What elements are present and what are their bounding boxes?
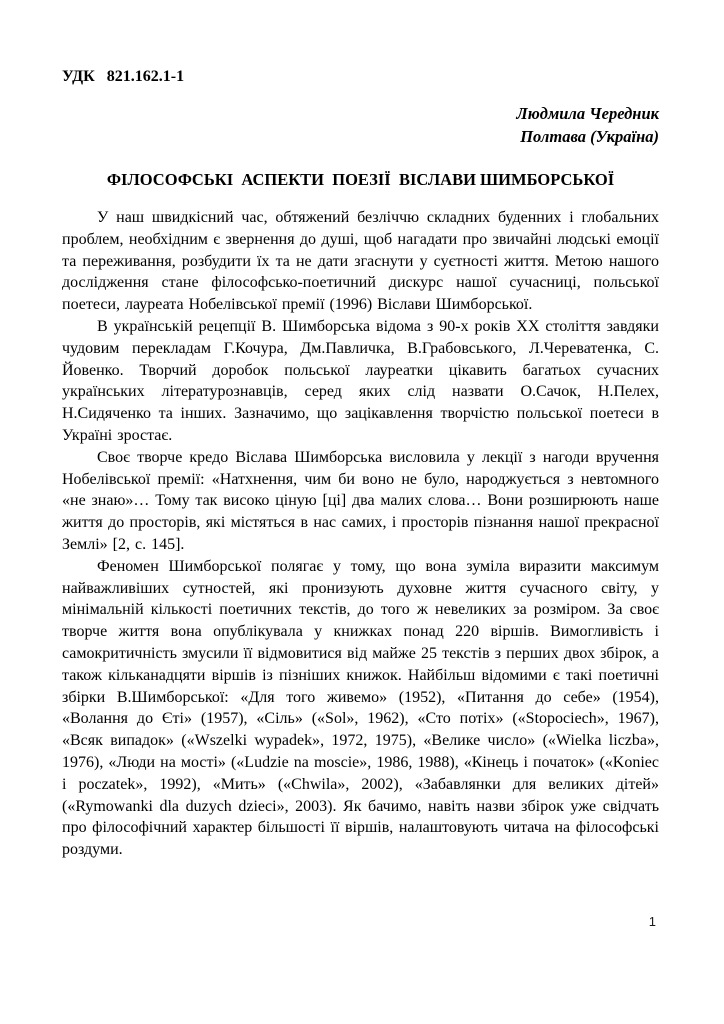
byline (62, 102, 659, 148)
author-location: Полтава (Україна) (520, 127, 659, 146)
body-paragraph-4: Феномен Шимборської полягає у тому, що вона зуміла виразити максимум найважливіших сутностей, які пронизують духовне життя сучасного світу, у мінімальній кількості поетичних текстів, до того ж невеликих за розміром. За своє творче життя вона опублікувала у книжках понад 220 віршів. Вимогливість і самокритичність змусили її відмовитися від майже 25 текстів з перших двох збірок, а також кільканадцяти віршів із пізніших книжок. Найбільш відомими є такі поетичні збірки В.Шимборської: «Для того живемо» (1952), «Питання до себе» (1954), «Волання до Єті» (1957), «Сіль» («Sol», 1962), «Сто потіх» («Stopociech», 1967), «Всяк випадок» («Wszelki wypadek», 1972, 1975), «Велике число» («Wielka liczba», 1976), «Люди на мості» («Ludzie na moscie», 1986, 1988), «Кінець і початок» («Koniec i poczatek», 1992), «Мить» («Chwila», 2002), «Забавлянки для великих дітей» («Rymowanki dla duzych dzieci», 2003). Як бачимо, навіть назви збірок уже свідчать про філософічний характер більшості її віршів, налаштовують читача на філософські роздуми. (62, 557, 659, 859)
body-paragraph-2: В українській рецепції В. Шимборська відома з 90-х років ХХ століття завдяки чудовим перекладам Г.Кочура, Дм.Павличка, В.Грабовського, Л.Череватенка, С. Йовенко. Творчий доробок польської лауреатки цікавить багатьох сучасних українських літературознавців, серед яких слід назвати О.Сачок, Н.Пелех, Н.Сидяченко та інших. Зазначимо, що зацікавлення творчістю польської поетеси в Україні зростає. (62, 317, 659, 444)
udc-number: УДК 821.162.1-1 (62, 68, 185, 85)
body-paragraph-1: У наш швидкісний час, обтяжений безліччю складних буденних і глобальних проблем, необхідним є звернення до душі, щоб нагадати про звичайні людські емоції та переживання, розбудити їх та не дати згаснути у суєтності життя. Метою нашого дослідження стане філософсько-поетичний дискурс нашої сучасниці, польської поетеси, лауреата Нобелівської премії (1996) Віслави Шимборської. (62, 209, 659, 314)
article-title: ФІЛОСОФСЬКІ АСПЕКТИ ПОЕЗІЇ ВІСЛАВИ ШИМБОРСЬКОЇ (106, 170, 615, 189)
body-paragraph-3: Своє творче кредо Віслава Шимборська висловила у лекції з нагоди вручення Нобелівської премії: «Натхнення, чим би воно не було, народжується з невтомного «не знаю»… Тому так високо ціную [ці] два малих слова… Вони розширюють наше життя до просторів, які містяться в нас самих, і просторів пізнання нашої прекрасної Землі» [2, с. 145]. (62, 448, 659, 553)
author-name: Людмила Чередник (516, 104, 659, 123)
article-body (62, 207, 659, 861)
page-number: 1 (648, 914, 656, 929)
page-content (62, 66, 659, 861)
